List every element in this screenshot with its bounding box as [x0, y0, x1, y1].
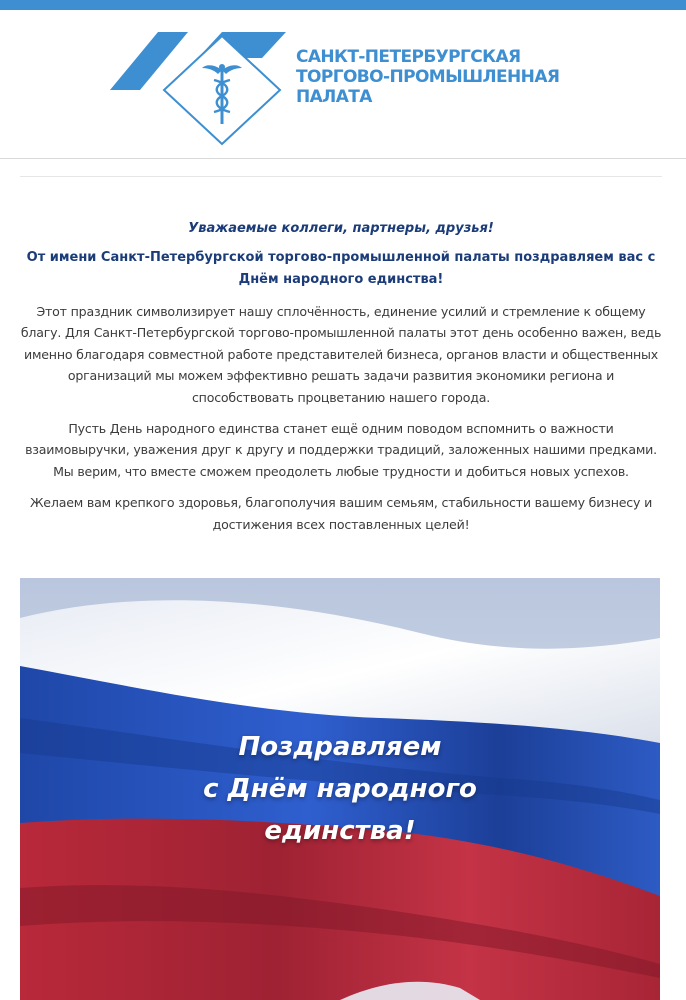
- top-accent-bar: [0, 0, 686, 10]
- letter-paragraph: Желаем вам крепкого здоровья, благополучия вашим семьям, стабильности вашему бизнесу и достижения всех поставленных целей!: [29, 495, 653, 532]
- holiday-banner-image[interactable]: [20, 578, 660, 1000]
- letter-lead: От имени Санкт-Петербургской торгово-промышленной палаты поздравляем вас с Днём народного единства!: [26, 250, 656, 287]
- logo-line-1: САНКТ-ПЕТЕРБУРГСКАЯ: [296, 47, 521, 67]
- chamber-logo-text[interactable]: [296, 47, 559, 107]
- banner-line-2: с Днём народного: [203, 774, 477, 804]
- content-divider: [20, 176, 662, 177]
- banner-caption: [20, 578, 660, 1000]
- banner-line-3: единства!: [264, 816, 416, 846]
- email-header: [0, 10, 686, 159]
- letter-paragraph: Этот праздник символизирует нашу сплочённость, единение усилий и стремление к общему благу. Для Санкт-Петербургской торгово-промышленной палаты этот день особенно важен, ведь именно благодаря совместной работе представителей бизнеса, органов власти и общественных организаций мы можем эффективно решать задачи развития экономики региона и способствовать процветанию нашего города.: [20, 304, 662, 405]
- chamber-of-commerce-caduceus-icon: [110, 30, 290, 160]
- chamber-logo-mark[interactable]: [110, 30, 290, 160]
- banner-line-1: Поздравляем: [238, 732, 442, 762]
- letter-paragraph: Пусть День народного единства станет ещё одним поводом вспомнить о важности взаимовыручки, уважения друг к другу и поддержки традиций, заложенных нашими предками. Мы верим, что вместе сможем преодолеть любые трудности и добиться новых успехов.: [25, 421, 657, 479]
- logo-line-3: ПАЛАТА: [296, 87, 372, 107]
- letter-body: [20, 215, 662, 535]
- logo-line-2: ТОРГОВО-ПРОМЫШЛЕННАЯ: [296, 67, 560, 87]
- letter-greeting: Уважаемые коллеги, партнеры, друзья!: [188, 221, 494, 236]
